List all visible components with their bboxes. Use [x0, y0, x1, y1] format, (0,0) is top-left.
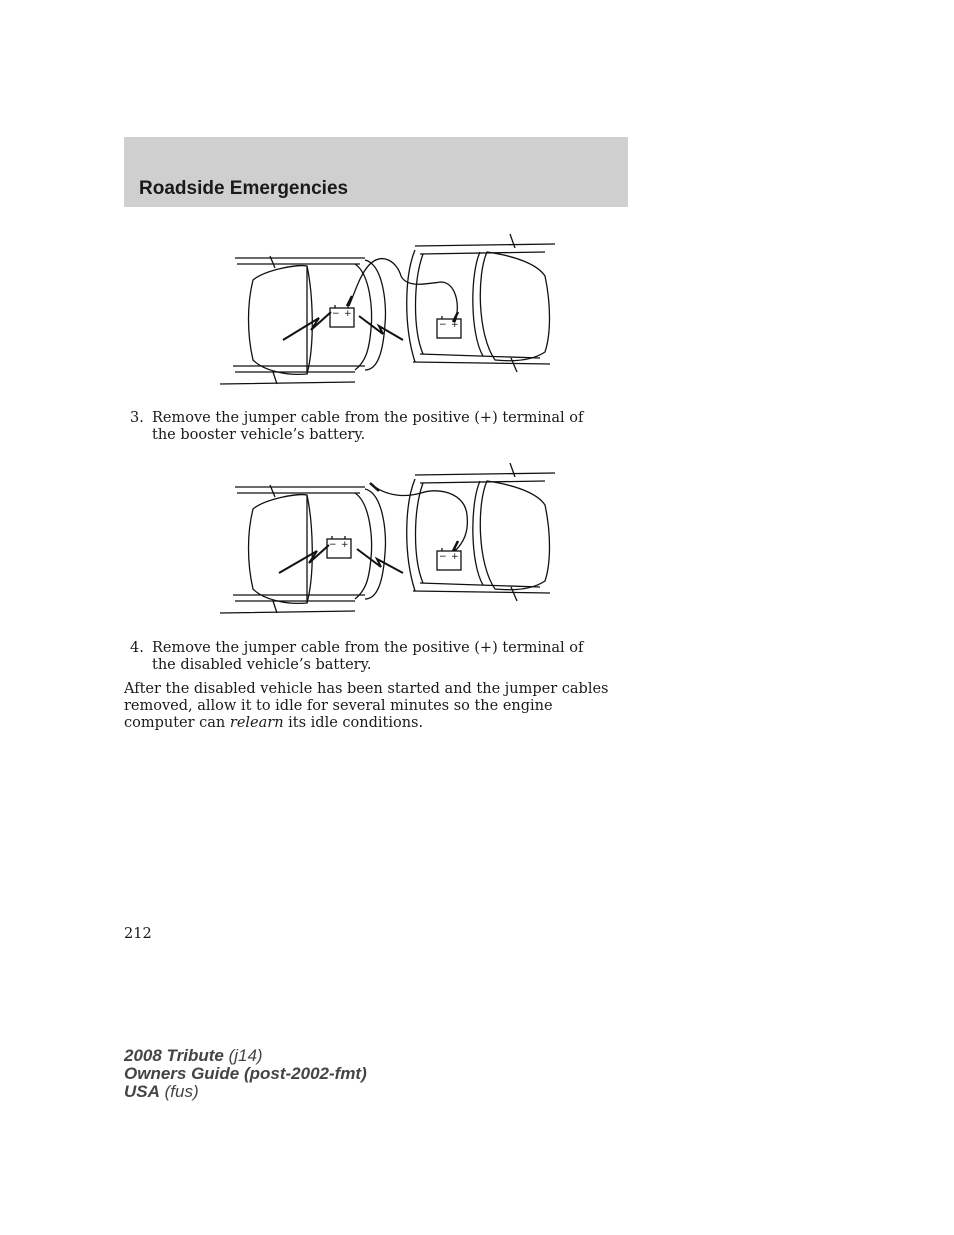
battery-minus-label: −: [329, 540, 337, 550]
section-title: Roadside Emergencies: [139, 178, 349, 199]
battery-plus-label: +: [451, 320, 459, 330]
jumper-diagram-2: [215, 463, 560, 623]
battery-plus-label: +: [344, 309, 352, 319]
footer-guide: Owners Guide (post-2002-fmt): [124, 1064, 367, 1083]
step-number: 4.: [130, 640, 144, 656]
two-cars-jumper-illustration-2: [215, 463, 560, 623]
paragraph-emphasis: relearn: [229, 715, 284, 731]
step-text: Remove the jumper cable from the positive (+) terminal of the disabled vehicle’s battery.: [152, 640, 584, 673]
two-cars-jumper-illustration-1: [215, 234, 560, 394]
battery-minus-label: −: [332, 309, 340, 319]
step-text: Remove the jumper cable from the positive (+) terminal of the booster vehicle’s battery.: [152, 410, 584, 443]
battery-minus-label: −: [439, 552, 447, 562]
step-4: [130, 640, 610, 674]
battery-minus-label: −: [439, 320, 447, 330]
page-number: 212: [124, 926, 152, 942]
battery-plus-label: +: [341, 540, 349, 550]
step-3: [130, 410, 610, 444]
section-header: [124, 137, 628, 207]
footer-model-code: (j14): [223, 1046, 263, 1065]
paragraph-text: After the disabled vehicle has been started and the jumper cables removed, allow it to idle for several minutes so the engine computer can: [124, 681, 609, 731]
footer-region: USA: [124, 1082, 160, 1101]
jumper-diagram-1: [215, 234, 560, 394]
document-footer: [124, 1047, 367, 1101]
footer-region-code: (fus): [159, 1082, 199, 1101]
step-number: 3.: [130, 410, 144, 426]
battery-plus-label: +: [451, 552, 459, 562]
paragraph-text-end: its idle conditions.: [283, 715, 424, 731]
footer-model: 2008 Tribute: [124, 1046, 224, 1065]
closing-paragraph: [124, 681, 624, 732]
